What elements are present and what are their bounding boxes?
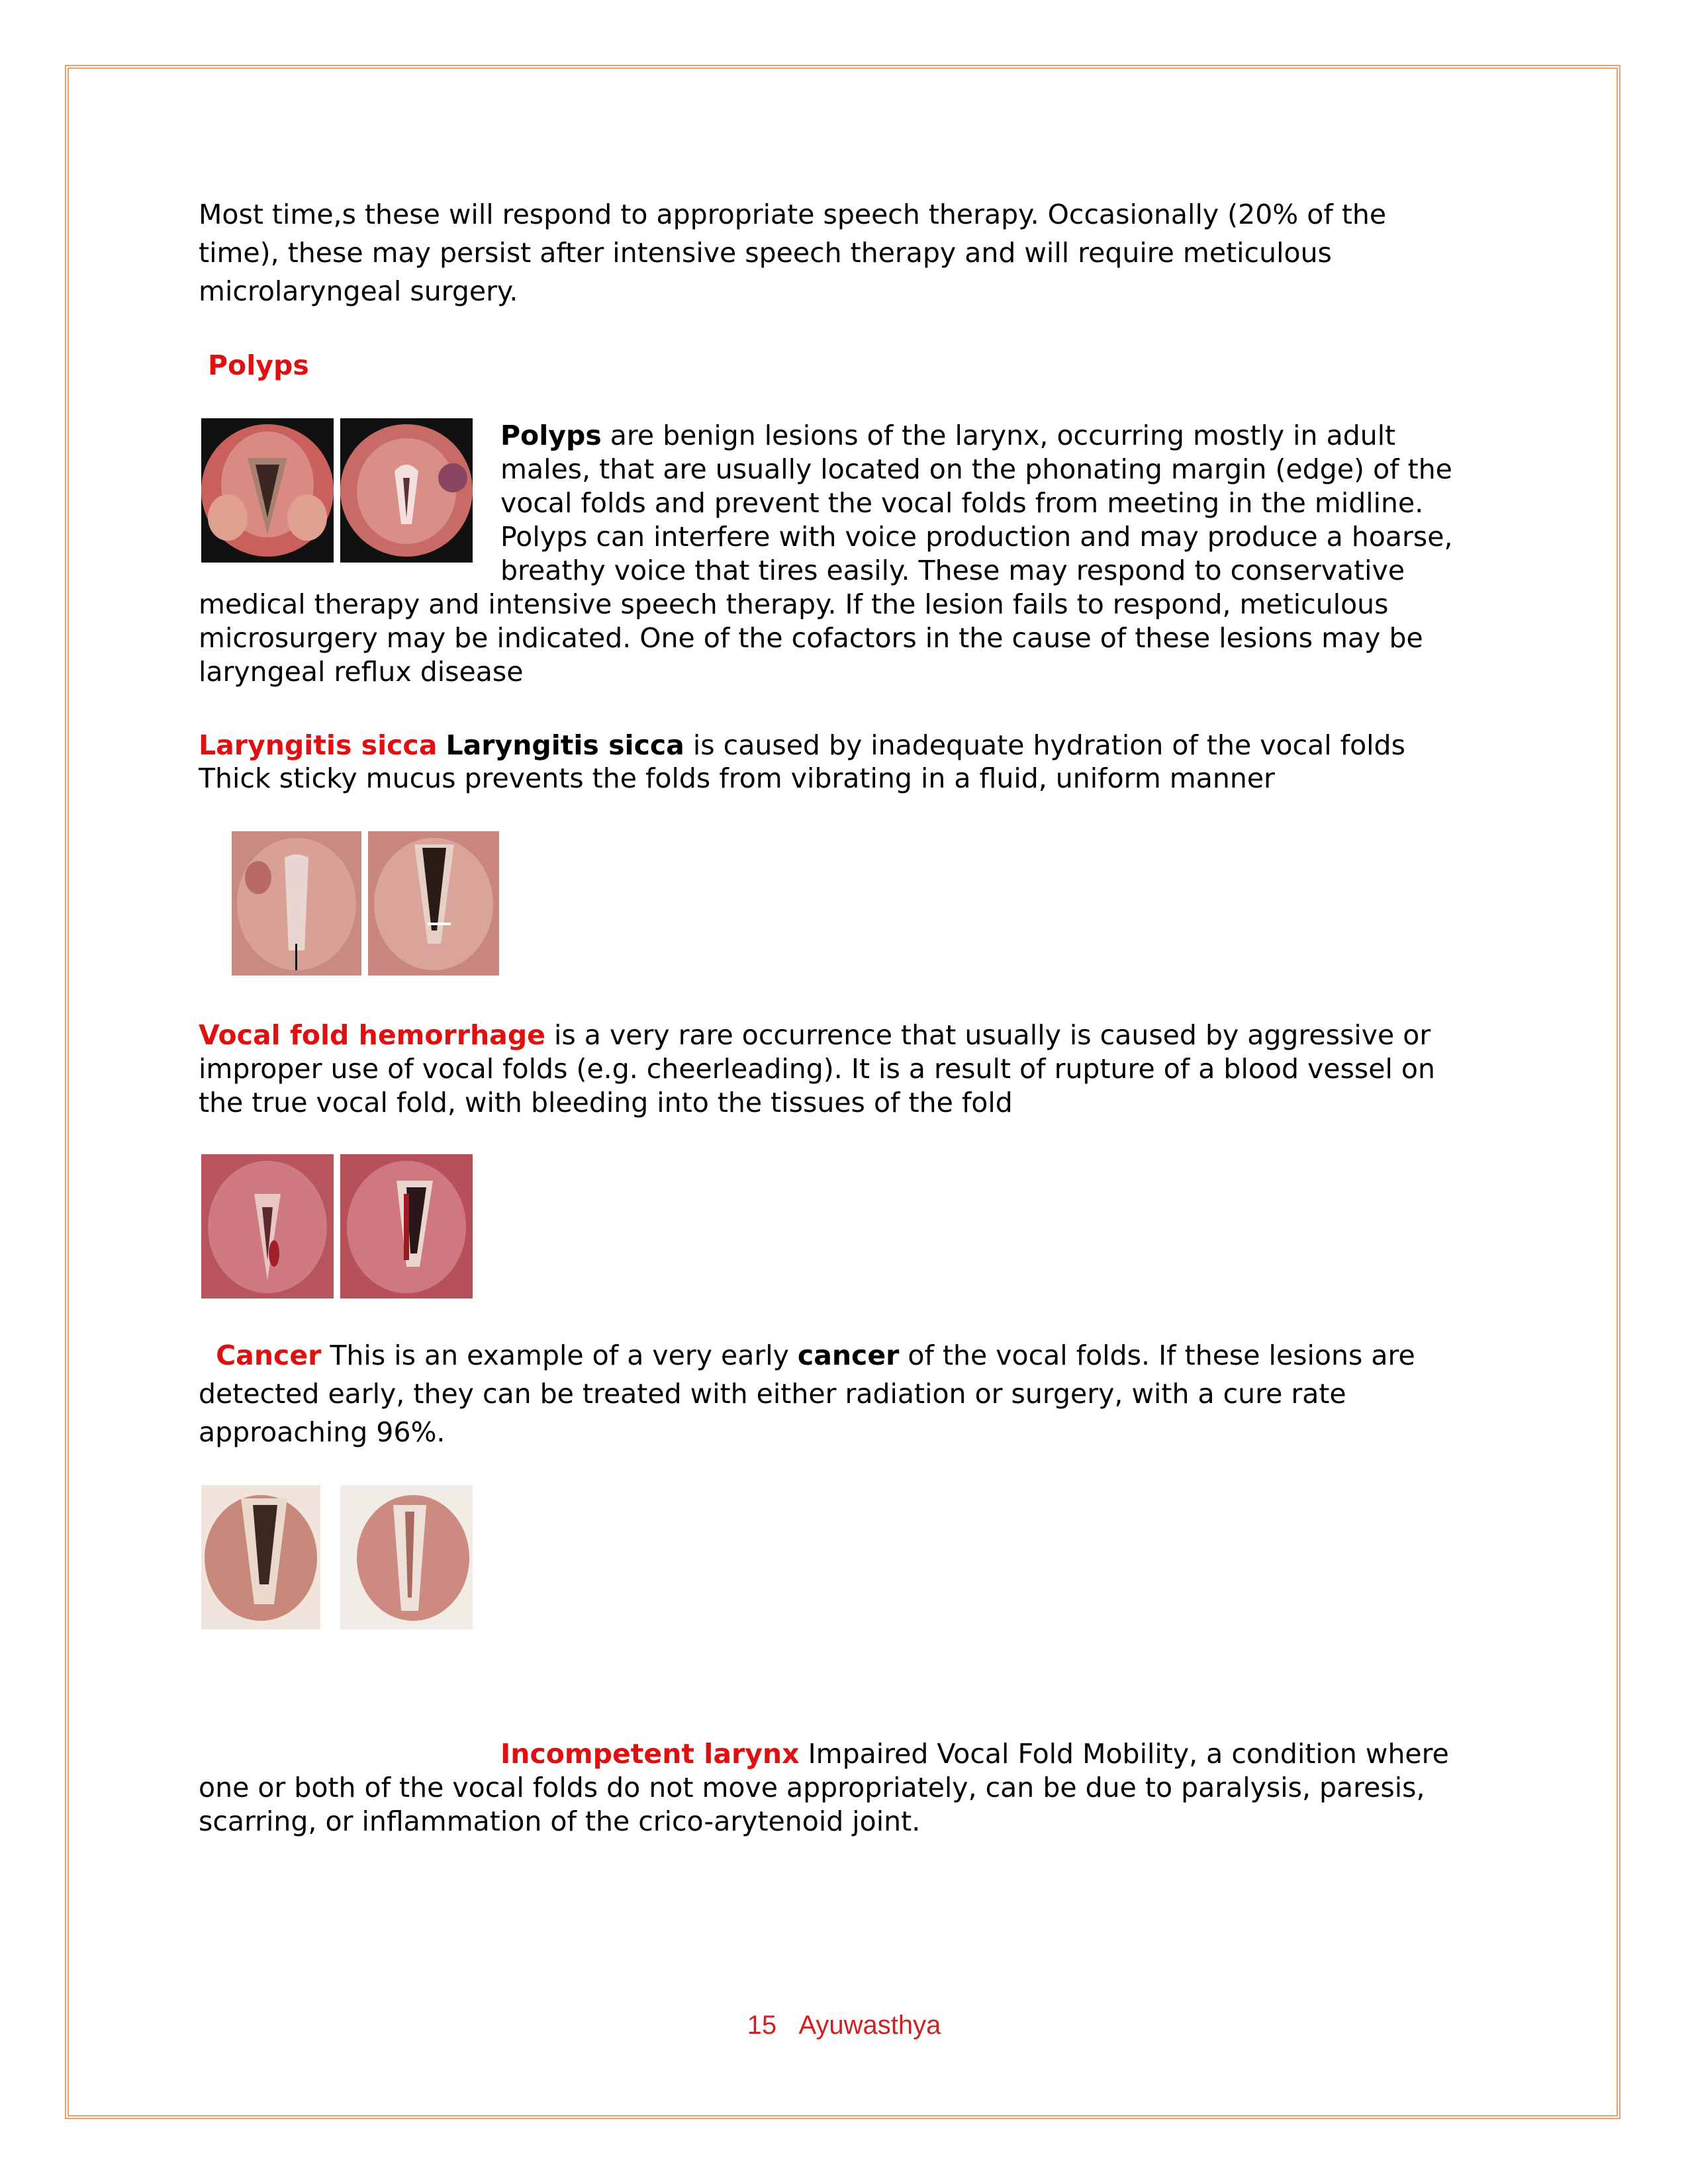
incompetent-line-3: scarring, or inflammation of the crico-arytenoid joint. — [199, 1805, 921, 1837]
polyps-heading: Polyps — [208, 349, 309, 381]
polyps-line-3: vocal folds and prevent the vocal folds from meeting in the midline. — [500, 487, 1424, 519]
hemorrhage-line-2: improper use of vocal folds (e.g. cheerleading). It is a result of rupture of a blood vessel on — [199, 1053, 1436, 1085]
polyps-line-6: medical therapy and intensive speech therapy. If the lesion fails to respond, meticulous — [199, 588, 1389, 620]
polyps-line-5: breathy voice that tires easily. These may respond to conservative — [500, 555, 1405, 586]
incompetent-line-1: Incompetent larynx Impaired Vocal Fold Mobility, a condition where — [500, 1738, 1449, 1770]
incompetent-heading: Incompetent larynx — [500, 1738, 800, 1770]
sicca-line-1: Laryngitis sicca Laryngitis sicca is caused by inadequate hydration of the vocal folds — [199, 729, 1405, 761]
incompetent-line-2: one or both of the vocal folds do not move appropriately, can be due to paralysis, paresis, — [199, 1772, 1425, 1803]
cancer-line-1: Cancer This is an example of a very early cancer of the vocal folds. If these lesions are — [216, 1340, 1415, 1371]
hemorrhage-image-2 — [340, 1154, 473, 1298]
cancer-bold: cancer — [797, 1340, 900, 1371]
cancer-heading: Cancer — [216, 1340, 322, 1371]
cancer-line-2: detected early, they can be treated with either radiation or surgery, with a cure rate — [199, 1378, 1346, 1410]
hemorrhage-image-1 — [201, 1154, 334, 1298]
cancer-line-3: approaching 96%. — [199, 1416, 445, 1448]
polyps-lead: Polyps — [500, 420, 602, 451]
sicca-line-2: Thick sticky mucus prevents the folds from vibrating in a fluid, uniform manner — [199, 762, 1275, 794]
polyps-line-4: Polyps can interfere with voice production and may produce a hoarse, — [500, 521, 1453, 553]
polyps-image-2 — [340, 418, 473, 563]
polyps-image-1 — [201, 418, 334, 563]
sicca-image-2 — [368, 831, 499, 976]
page-footer — [0, 2011, 1688, 2040]
polyps-line-7: microsurgery may be indicated. One of the cofactors in the cause of these lesions may be — [199, 622, 1423, 654]
polyps-line-2: males, that are usually located on the phonating margin (edge) of the — [500, 453, 1452, 485]
intro-line-3: microlaryngeal surgery. — [199, 275, 518, 307]
intro-line-1: Most time,s these will respond to appropriate speech therapy. Occasionally (20% of the — [199, 199, 1387, 230]
hemorrhage-heading: Vocal fold hemorrhage — [199, 1019, 545, 1051]
page-number: 15 — [747, 2011, 777, 2040]
sicca-lead: Laryngitis sicca — [445, 729, 684, 761]
sicca-image-1 — [232, 831, 361, 976]
hemorrhage-line-1: Vocal fold hemorrhage is a very rare occurrence that usually is caused by aggressive or — [199, 1019, 1431, 1051]
intro-line-2: time), these may persist after intensive speech therapy and will require meticulous — [199, 237, 1332, 269]
sicca-heading: Laryngitis sicca — [199, 729, 438, 761]
cancer-image-2 — [340, 1485, 473, 1629]
polyps-line-1: Polyps are benign lesions of the larynx, occurring mostly in adult — [500, 420, 1396, 451]
cancer-image-1 — [201, 1485, 334, 1629]
polyps-line-8: laryngeal reflux disease — [199, 656, 524, 688]
hemorrhage-line-3: the true vocal fold, with bleeding into the tissues of the fold — [199, 1087, 1013, 1118]
footer-title: Ayuwasthya — [798, 2011, 941, 2040]
